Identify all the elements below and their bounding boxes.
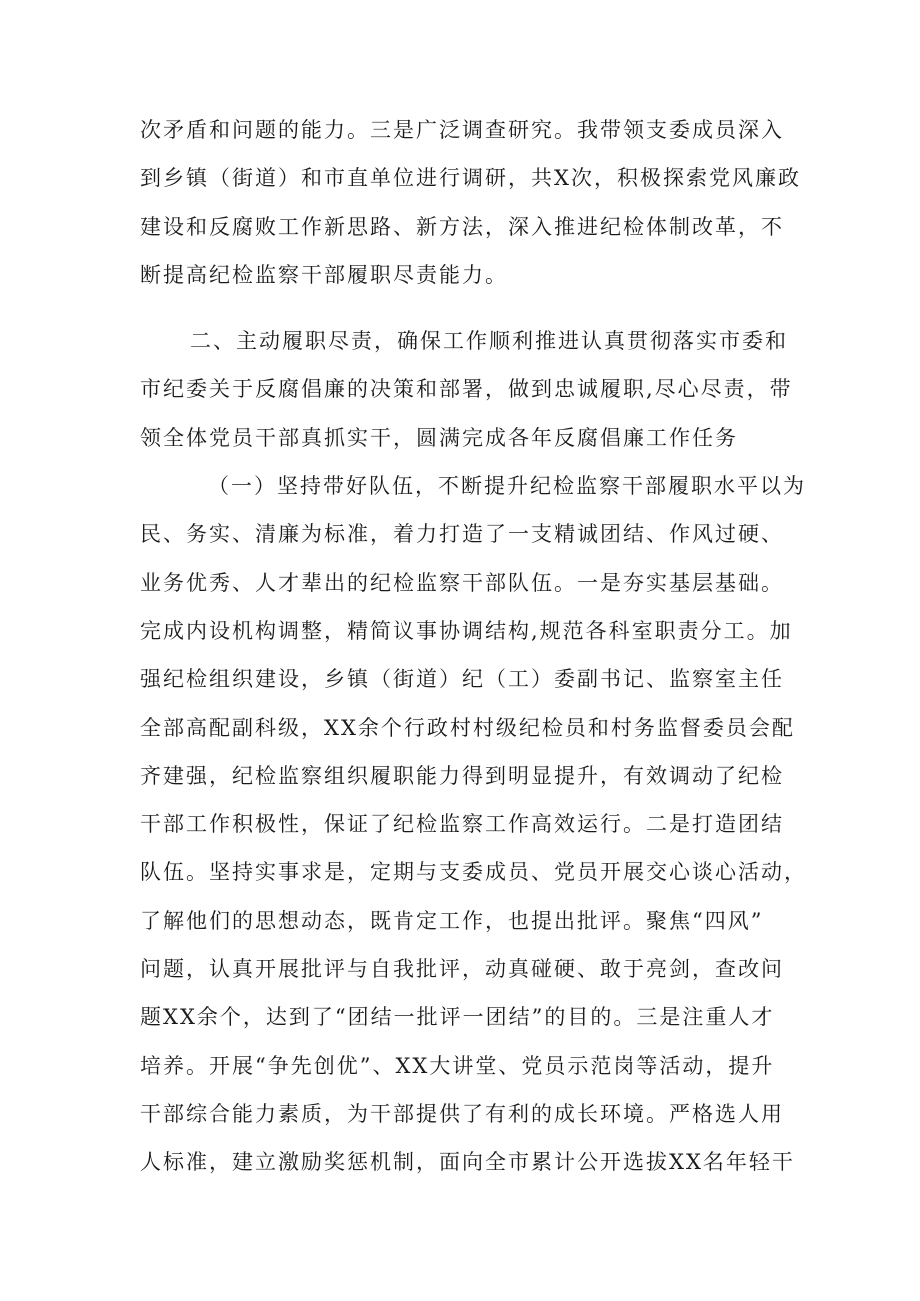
text-line: 题XX余个，达到了“团结一批评一团结”的目的。三是注重人才 [140, 1005, 775, 1030]
document-body [140, 106, 807, 1187]
subsection-line: （一）坚持带好队伍，不断提升纪检监察干部履职水平以为 [208, 474, 806, 499]
text-line: 业务优秀、人才辈出的纪检监察干部队伍。一是夯实基层基础。 [140, 570, 784, 595]
text-line: 断提高纪检监察干部履职尽责能力。 [140, 262, 508, 287]
text-line: 队伍。坚持实事求是，定期与支委成员、党员开展交心谈心活动， [140, 860, 807, 885]
text-line: 建设和反腐败工作新思路、新方法，深入推进纪检体制改革，不 [140, 214, 784, 239]
section-heading-line: 市纪委关于反腐倡廉的决策和部署，做到忠诚履职,尽心尽责，带 [140, 377, 793, 402]
text-line: 人标准，建立激励奖惩机制，面向全市累计公开选拔XX名年轻干 [140, 1150, 795, 1175]
text-line: 次矛盾和问题的能力。三是广泛调查研究。我带领支委成员深入 [140, 118, 784, 142]
text-line: 培养。开展“争先创优”、XX大讲堂、党员示范岗等活动，提升 [140, 1053, 775, 1078]
text-line: 到乡镇（街道）和市直单位进行调研，共X次，积极探索党风廉政 [140, 166, 801, 191]
text-line: 了解他们的思想动态，既肯定工作，也提出批评。聚焦“四风” [140, 908, 764, 933]
section-heading-line: 二、主动履职尽责，确保工作顺利推进认真贯彻落实市委和 [190, 329, 788, 354]
section-heading-line: 领全体党员干部真抓实干，圆满完成各年反腐倡廉工作任务 [140, 425, 738, 450]
text-line: 齐建强，纪检监察组织履职能力得到明显提升，有效调动了纪检 [140, 763, 784, 788]
text-line: 民、务实、清廉为标准，着力打造了一支精诚团结、作风过硬、 [140, 522, 784, 547]
text-line: 问题，认真开展批评与自我批评，动真碰硬、敢于亮剑，查改问 [140, 957, 784, 982]
text-line: 全部高配副科级，XX余个行政村村级纪检员和村务监督委员会配 [140, 715, 795, 740]
text-line: 干部综合能力素质，为干部提供了有利的成长环境。严格选人用 [140, 1101, 784, 1126]
text-line: 完成内设机构调整，精简议事协调结构,规范各科室职责分工。加 [140, 618, 793, 643]
text-line: 强纪检组织建设，乡镇（街道）纪（工）委副书记、监察室主任 [140, 667, 784, 692]
paragraph-gap [140, 299, 796, 317]
text-line: 干部工作积极性，保证了纪检监察工作高效运行。二是打造团结 [140, 812, 784, 837]
